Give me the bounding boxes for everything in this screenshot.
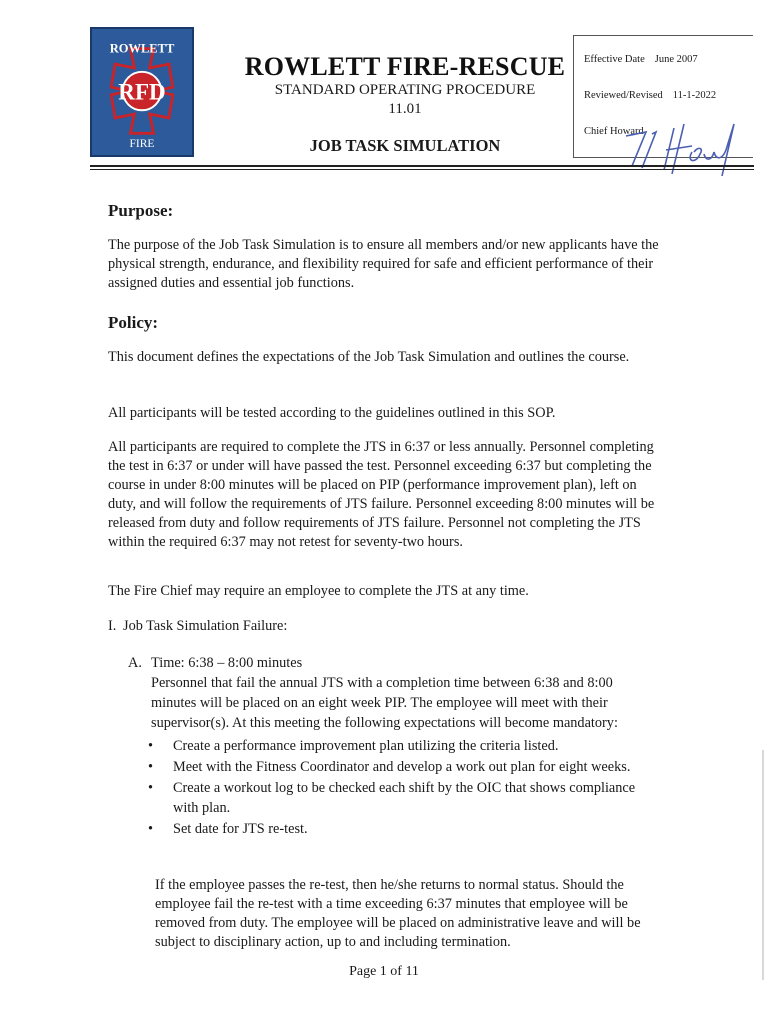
revised-date-label: Reviewed/Revised xyxy=(584,90,663,101)
maltese-cross-icon xyxy=(92,29,192,155)
policy-paragraph-2: All participants will be tested according to the guidelines outlined in this SOP. xyxy=(108,405,556,421)
doc-title: JOB TASK SIMULATION xyxy=(309,136,501,155)
page-number: Page 1 of 11 xyxy=(349,964,419,979)
policy-paragraph-3: All participants are required to complete the JTS in 6:37 or less annually. Personnel completing the test in 6:37 or under will have passed the test. Personnel exceeding 6:37 but completing the course in under 8:00 minutes will be placed on PIP (performance improvement plan), left on duty, and will follow the requirements of JTS failure. Personnel exceeding 8:00 minutes will be released from duty and follow requirements of JTS failure. Personnel not completing the JTS within the required 6:37 may not retest for seventy-two hours. xyxy=(108,439,655,550)
effective-date-label: Effective Date xyxy=(584,54,645,65)
section-a-closing: If the employee passes the re-test, then he/she returns to normal status. Should the employee fail the re-test with a time exceeding 6:37 minutes that employee will be removed from duty. The employee will be placed on administrative leave and will be subject to disciplinary action, up to and including termination. xyxy=(155,877,641,950)
list-item: • Create a workout log to be checked each shift by the OIC that shows compliance with plan. xyxy=(148,780,636,816)
section-i-title: Job Task Simulation Failure: xyxy=(123,618,288,634)
org-title: ROWLETT FIRE-RESCUE xyxy=(244,52,566,81)
revised-date-value: 11-1-2022 xyxy=(672,90,717,101)
logo-bottom-text: FIRE xyxy=(129,137,155,150)
policy-heading: Policy: xyxy=(108,313,159,332)
section-i-label: I. xyxy=(108,618,117,634)
purpose-text: The purpose of the Job Task Simulation is to ensure all members and/or new applicants have the physical strength, endurance, and flexibility required for safe and efficient performance of their assigned duties and essential job functions. xyxy=(108,237,659,291)
requirements-list xyxy=(148,736,658,840)
list-item: • Create a performance improvement plan utilizing the criteria listed. xyxy=(148,738,559,754)
list-item: • Set date for JTS re-test. xyxy=(148,821,308,837)
sop-number: 11.01 xyxy=(388,101,422,117)
logo-center-text: RFD xyxy=(118,78,166,105)
effective-date-row xyxy=(584,54,698,65)
section-a-label: A. xyxy=(128,655,142,671)
header-divider xyxy=(90,165,754,167)
purpose-heading: Purpose: xyxy=(108,201,174,220)
sop-label: STANDARD OPERATING PROCEDURE xyxy=(274,82,536,98)
scan-edge-mark xyxy=(762,750,764,980)
header-divider-thin xyxy=(90,169,754,170)
policy-paragraph-1: This document defines the expectations of the Job Task Simulation and outlines the course. xyxy=(108,349,630,365)
section-a-text: Personnel that fail the annual JTS with a completion time between 6:38 and 8:00 minutes will be placed on an eight week PIP. The employee will meet with their supervisor(s). At this meeting the following expectations will become mandatory: xyxy=(151,675,618,731)
list-item: • Meet with the Fitness Coordinator and develop a work out plan for eight weeks. xyxy=(148,759,631,775)
logo-top-text: ROWLETT xyxy=(109,41,175,56)
revised-date-row xyxy=(584,90,716,101)
effective-date-value: June 2007 xyxy=(654,54,698,65)
policy-paragraph-4: The Fire Chief may require an employee to complete the JTS at any time. xyxy=(108,583,529,599)
chief-label: Chief Howard xyxy=(584,126,644,137)
rfd-logo xyxy=(90,27,194,157)
section-a-title: Time: 6:38 – 8:00 minutes xyxy=(151,655,303,671)
